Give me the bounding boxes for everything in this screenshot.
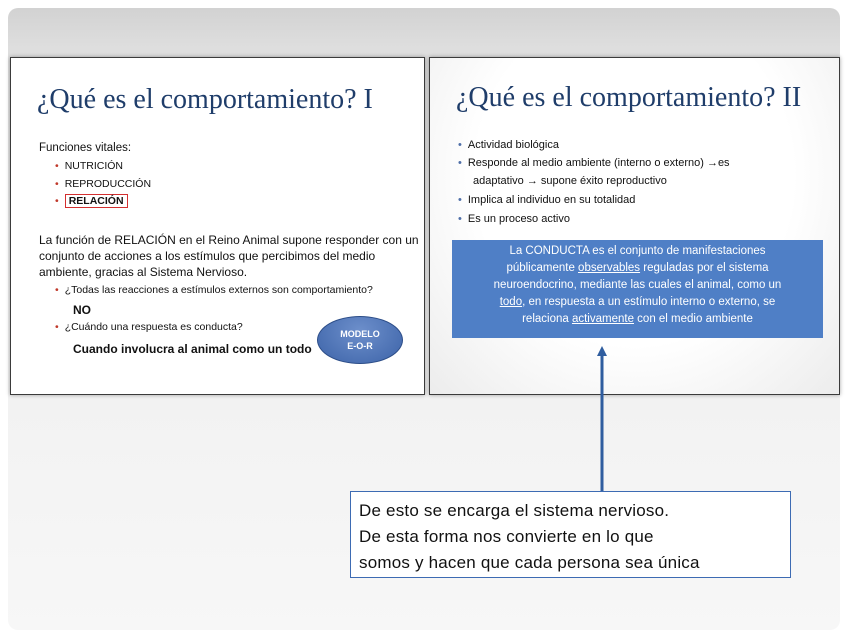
slide-1 <box>10 57 425 395</box>
answer-1: NO <box>73 303 91 317</box>
slide-2-bullet: • Es un proceso activo <box>458 213 570 225</box>
slide-2 <box>429 57 840 395</box>
relation-paragraph: La función de RELACIÓN en el Reino Animal supone responder con un conjunto de acciones a los estímulos que percibimos del medio ambiente, gracias al Sistema Nervioso. <box>39 233 419 279</box>
conduct-definition-box: La CONDUCTA es el conjunto de manifestaciones públicamente observables reguladas por el sistema neuroendocrino, mediante las cuales el animal, como un todo, en respuesta a un estímulo interno o externo, se relaciona activamente con el medio ambiente <box>452 240 823 338</box>
question-1: • ¿Todas las reacciones a estímulos externos son comportamiento? <box>55 284 373 296</box>
callout-box <box>350 491 791 578</box>
highlighted-relacion: RELACIÓN <box>65 194 128 208</box>
callout-line: De esta forma nos convierte en lo que <box>359 527 654 546</box>
answer-2: Cuando involucra al animal como un todo <box>73 342 312 356</box>
model-eor-oval: MODELO E-O-R <box>317 316 403 364</box>
slide-2-bullet: • Actividad biológica <box>458 139 559 151</box>
slide-2-bullet: • Responde al medio ambiente (interno o externo) →es <box>458 157 730 169</box>
question-2: • ¿Cuándo una respuesta es conducta? <box>55 321 243 333</box>
subheading: Funciones vitales: <box>39 142 132 154</box>
callout-line: De esto se encarga el sistema nervioso. <box>359 501 670 520</box>
function-item: • REPRODUCCIÓN <box>55 178 152 190</box>
callout-line: somos y hacen que cada persona sea única <box>359 553 700 572</box>
slide-1-title: ¿Qué es el comportamiento? I <box>37 84 373 115</box>
function-item: • RELACIÓN <box>55 195 128 207</box>
function-item: • NUTRICIÓN <box>55 160 124 172</box>
slide-2-title: ¿Qué es el comportamiento? II <box>456 82 802 113</box>
slide-2-bullet: • Implica al individuo en su totalidad <box>458 194 636 206</box>
slide-2-bullet-continuation: adaptativo → supone éxito reproductivo <box>473 175 667 187</box>
up-arrow <box>597 346 607 494</box>
